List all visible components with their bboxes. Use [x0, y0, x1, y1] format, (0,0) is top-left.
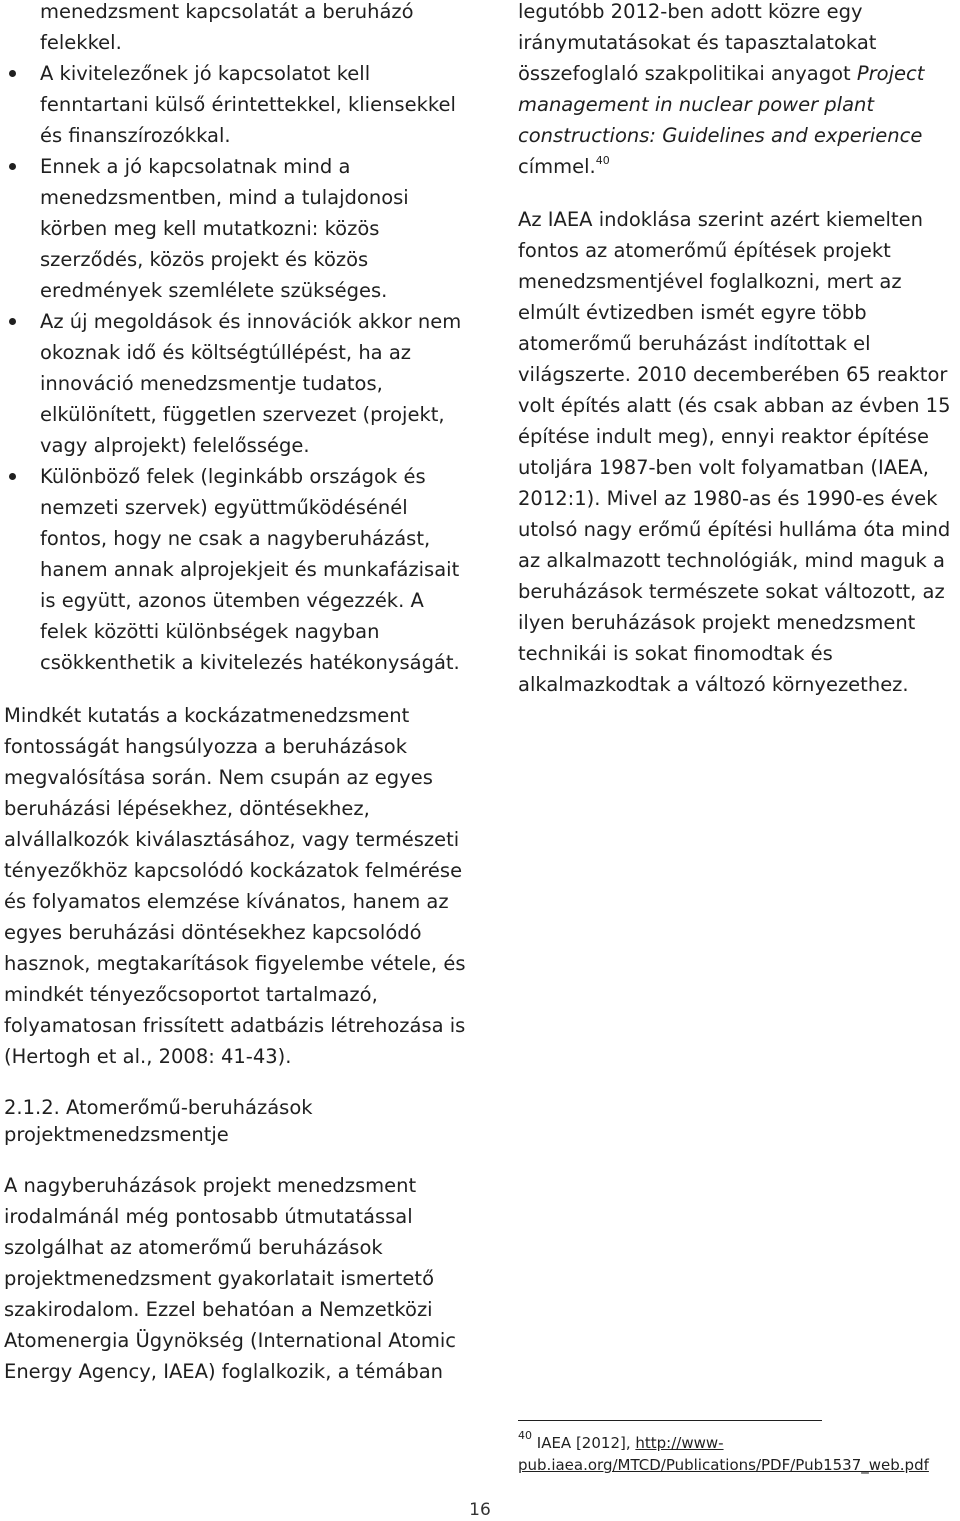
body-paragraph: Mindkét kutatás a kockázatmenedzsment fontosságát hangsúlyozza a beruházások megvalósítása során. Nem csupán az egyes beruházási lépésekhez, döntésekhez, alvállalkozók kiválasztásához, vagy természeti tényezőkhöz kapcsolódó kockázatok felmérése és folyamatos elemzése kívánatos, hanem az egyes beruházási döntésekhez kapcsolódó hasznok, megtakarítások figyelembe vétele, és mindkét tényezőcsoportot tartalmazó, folyamatosan frissített adatbázis létrehozása is (Hertogh et al., 2008: 41-43). [4, 704, 466, 1068]
paragraph-text: legutóbb 2012-ben adott közre egy iránymutatásokat és tapasztalatokat összefoglaló szakpolitikai anyagot [518, 0, 877, 85]
footnote-reference[interactable]: 40 [595, 154, 610, 167]
paragraph-text: címmel. [518, 155, 596, 178]
footnote-link[interactable]: http://www-pub.iaea.org/MTCD/Publications/PDF/Pub1537_web.pdf [518, 1434, 929, 1474]
footnote [518, 1429, 958, 1476]
page-number: 16 [469, 1500, 491, 1520]
footnote-number: 40 [518, 1429, 532, 1442]
bullet-item: Az új megoldások és innovációk akkor nem okoznak idő és költségtúllépést, ha az innováció menedzsmentje tudatos, elkülönített, független szervezet (projekt, vagy alprojekt) felelőssége. [40, 306, 466, 461]
bullet-item: menedzsment kapcsolatát a beruházó felekkel. [40, 0, 414, 54]
publication-title: Project management in nuclear power plant constructions: Guidelines and experience [518, 62, 925, 147]
left-column [4, 0, 466, 1387]
right-column [518, 0, 960, 700]
body-paragraph: Az IAEA indoklása szerint azért kiemelten fontos az atomerőmű építések projekt menedzsmentjével foglalkozni, mert az elmúlt évtizedben ismét egyre több atomerőmű beruházást indítottak el világszerte. 2010 decemberében 65 reaktor volt építés alatt (és csak abban az évben 15 építése indult meg), ennyi reaktor építése utoljára 1987-ben volt folyamatban (IAEA, 2012:1). Mivel az 1980-as és 1990-es évek utolsó nagy erőmű építési hulláma óta mind az alkalmazott technológiák, mind maguk a beruházások természete sokat változott, az ilyen beruházások projekt menedzsment technikái is sokat finomodtak és alkalmazkodtak a változó környezethez. [518, 208, 951, 696]
footnote-text: IAEA [2012], [532, 1434, 636, 1452]
bullet-item: Ennek a jó kapcsolatnak mind a menedzsmentben, mind a tulajdonosi körben meg kell mutatkozni: közös szerződés, közös projekt és közös eredmények szemlélete szükséges. [40, 151, 466, 306]
section-heading: 2.1.2. Atomerőmű-beruházások projektmenedzsmentje [4, 1096, 313, 1146]
bullet-item: A kivitelezőnek jó kapcsolatot kell fenntartani külső érintettekkel, kliensekkel és finanszírozókkal. [40, 58, 466, 151]
bullet-list [4, 0, 466, 678]
body-paragraph [518, 0, 960, 182]
bullet-item: Különböző felek (leginkább országok és nemzeti szervek) együttműködésénél fontos, hogy ne csak a nagyberuházást, hanem annak alprojekjeit és munkafázisait is együtt, azonos ütemben végezzék. A felek közötti különbségek nagyban csökkenthetik a kivitelezés hatékonyságát. [40, 461, 466, 678]
footnote-divider [518, 1420, 822, 1421]
body-paragraph: A nagyberuházások projekt menedzsment irodalmánál még pontosabb útmutatással szolgálhat az atomerőmű beruházások projektmenedzsment gyakorlatait ismertető szakirodalom. Ezzel behatóan a Nemzetközi Atomenergia Ügynökség (International Atomic Energy Agency, IAEA) foglalkozik, a témában [4, 1174, 457, 1383]
